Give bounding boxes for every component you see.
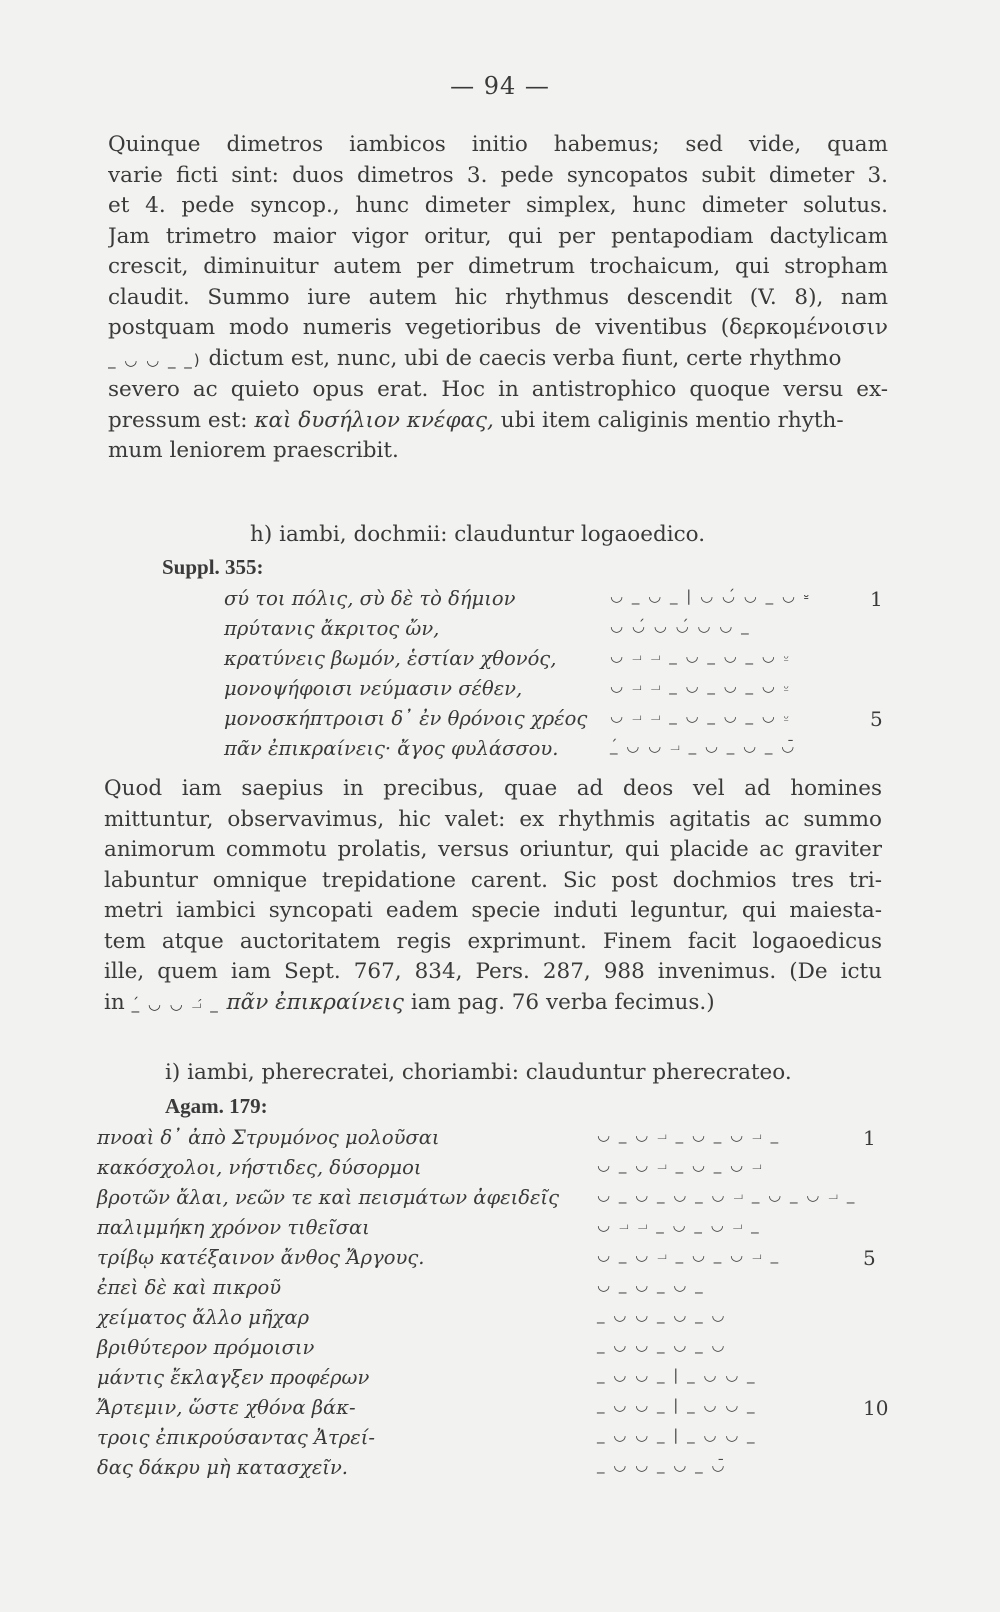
paragraph-2-line: animorum commotu prolatis, versus oriuntur, qui placide ac graviter: [104, 837, 882, 862]
metrical-scheme: _ ◡ ◡ _ | _ ◡ ◡ _: [597, 1366, 757, 1384]
verse-line: [224, 707, 884, 737]
verse-text: ἐπεὶ δὲ καὶ πικροῦ: [97, 1276, 282, 1299]
verse-line: [97, 1156, 887, 1186]
verse-text: τρίβῳ κατέξαινον ἄνθος Ἄργους.: [97, 1246, 425, 1269]
verse-text: πᾶν ἐπικραίνεις· ἄγος φυλάσσου.: [224, 737, 559, 760]
verse-text: βροτῶν ἄλαι, νεῶν τε καὶ πεισμάτων ἀφειδεῖς: [97, 1186, 560, 1209]
paragraph-2: [104, 774, 882, 1019]
verse-line: [224, 677, 884, 707]
paragraph-2-line: [104, 988, 882, 1020]
paragraph-1-line: [108, 406, 888, 437]
greek-quote: πᾶν ἐπικραίνεις: [219, 989, 404, 1015]
metrical-scheme: ◡ _ ◡ ⏗ _ ◡ _ ◡ ⏗ _: [597, 1246, 781, 1264]
metrical-scheme: _ ◡ ◡ _ ◡ _ ◡̄: [597, 1456, 727, 1474]
paragraph-2-line: metri iambici syncopati eadem specie induti leguntur, qui maiesta-: [104, 898, 882, 923]
verse-number: 1: [863, 1126, 876, 1150]
metrical-scheme: _ ◡ ◡ _ ◡ _ ◡: [597, 1336, 727, 1354]
page-number: — 94 —: [450, 72, 550, 100]
line-text: pressum est:: [108, 407, 255, 433]
verse-line: [97, 1336, 887, 1366]
paragraph-2-line: labuntur omnique trepidatione carent. Sic post dochmios tres tri-: [104, 867, 882, 893]
metrical-scheme: _ ◡ ◡ _ _): [108, 350, 202, 369]
verse-line: [224, 587, 884, 617]
paragraph-1: [108, 130, 888, 467]
metrical-scheme: ◡ _ ◡ _ ◡ _: [597, 1276, 705, 1294]
metrical-scheme: ◡ ⏗ ⏗ _ ◡ _ ◡ _ ◡ ⏓: [610, 647, 791, 665]
metrical-scheme: _ ◡ ◡ _ | _ ◡ ◡ _: [597, 1426, 757, 1444]
verse-text: μάντις ἔκλαγξεν προφέρων: [97, 1366, 370, 1389]
paragraph-1-line: postquam modo numeris vegetioribus de viventibus (δερκομένοισιν: [108, 315, 888, 340]
paragraph-2-line: Quod iam saepius in precibus, quae ad deos vel ad homines: [104, 776, 882, 801]
paragraph-1-line: crescit, diminuitur autem per dimetrum trochaicum, qui stropham: [108, 254, 888, 279]
paragraph-1-line: claudit. Summo iure autem hic rhythmus descendit (V. 8), nam: [108, 284, 888, 310]
paragraph-1-line: Quinque dimetros iambicos initio habemus; sed vide, quam: [108, 132, 888, 157]
paragraph-1-line: [108, 344, 888, 376]
line-text: dictum est, nunc, ubi de caecis verba fiunt, certe rhythmo: [201, 345, 842, 371]
section-i-heading: i) iambi, pherecratei, choriambi: clauduntur pherecrateo.: [165, 1060, 792, 1085]
verse-line: [97, 1366, 887, 1396]
metrical-scheme: _́ ◡ ◡ ⏗́ _: [131, 994, 220, 1013]
metrical-scheme: _ ◡ ◡ _ | _ ◡ ◡ _: [597, 1396, 757, 1414]
paragraph-1-line: et 4. pede syncop., hunc dimeter simplex, hunc dimeter solutus.: [108, 193, 888, 218]
verse-number: 1: [870, 587, 883, 611]
section-h-heading: h) iambi, dochmii: clauduntur logaoedico.: [250, 522, 706, 547]
metrical-scheme: ◡ _ ◡ ⏗ _ ◡ _ ◡ ⏗ _: [597, 1126, 781, 1144]
line-text: iam pag. 76 verba fecimus.): [403, 989, 715, 1015]
verse-line: [97, 1186, 887, 1216]
verse-text: τροις ἐπικρούσαντας Ἀτρεί-: [97, 1426, 375, 1449]
metrical-scheme: _ ◡ ◡ _ ◡ _ ◡: [597, 1306, 727, 1324]
verse-text: βριθύτερον πρόμοισιν: [97, 1336, 315, 1359]
verse-text: πρύτανις ἄκριτος ὤν,: [224, 617, 440, 640]
verse-number: 10: [863, 1396, 889, 1420]
paragraph-1-line: severo ac quieto opus erat. Hoc in antistrophico quoque versu ex-: [108, 377, 888, 402]
metrical-scheme: ◡ _ ◡ ⏗ _ ◡ _ ◡ ⏗: [597, 1156, 764, 1174]
verse-text: δας δάκρυ μὴ κατασχεῖν.: [97, 1456, 348, 1479]
verse-text: σύ τοι πόλις, σὺ δὲ τὸ δήμιον: [224, 587, 516, 610]
line-text: in: [104, 989, 132, 1015]
metrical-scheme: ◡ ◡́ ◡ ◡́ ◡ ◡ _: [610, 617, 751, 635]
metrical-scheme: ◡ ⏗ ⏗ _ ◡ _ ◡ _ ◡ ⏓: [610, 677, 791, 695]
paragraph-2-line: ille, quem iam Sept. 767, 834, Pers. 287, 988 invenimus. (De ictu: [104, 959, 882, 984]
metrical-scheme: _́ ◡ ◡ ⏗ _ ◡ _ ◡ _ ◡̄: [610, 737, 797, 755]
verse-text: παλιμμήκη χρόνον τιθεῖσαι: [97, 1216, 370, 1239]
verse-line: [97, 1396, 887, 1426]
verse-line: [97, 1426, 887, 1456]
greek-quote: καὶ δυσήλιον κνέφας,: [254, 407, 494, 433]
verse-line: [224, 647, 884, 677]
verse-line: [224, 737, 884, 767]
paragraph-2-line: tem atque auctoritatem regis exprimunt. Finem facit logaoedicus: [104, 928, 882, 954]
line-text: ubi item caliginis mentio rhyth-: [493, 407, 844, 433]
verse-text: Ἄρτεμιν, ὥστε χθόνα βάκ-: [97, 1396, 356, 1419]
verse-line: [97, 1306, 887, 1336]
verse-text: μονοσκήπτροισι δ᾿ ἐν θρόνοις χρέος: [224, 707, 588, 730]
metrical-scheme: ◡ ⏗ ⏗ _ ◡ _ ◡ ⏗ _: [597, 1216, 761, 1234]
paragraph-1-line: varie ficti sint: duos dimetros 3. pede syncopatos subit dimeter 3.: [108, 162, 888, 188]
verse-text: χείματος ἄλλο μῆχαρ: [97, 1306, 310, 1329]
metrical-scheme: ◡ ⏗ ⏗ _ ◡ _ ◡ _ ◡ ⏓: [610, 707, 791, 725]
paragraph-1-line: mum leniorem praescribit.: [108, 438, 399, 463]
verse-text: κακόσχολοι, νήστιδες, δύσορμοι: [97, 1156, 422, 1179]
section-h-verses: [224, 587, 884, 767]
verse-text: μονοψήφοισι νεύμασιν σέθεν,: [224, 677, 523, 700]
metrical-scheme: ◡ _ ◡ _ ◡ _ ◡ ⏗ _ ◡ _ ◡ ⏗ _: [597, 1186, 857, 1204]
verse-text: πνοαὶ δ᾿ ἀπὸ Στρυμόνος μολοῦσαι: [97, 1126, 440, 1149]
verse-number: 5: [870, 707, 883, 731]
verse-line: [97, 1246, 887, 1276]
verse-line: [97, 1276, 887, 1306]
section-i-verses: [97, 1126, 887, 1486]
verse-line: [224, 617, 884, 647]
verse-text: κρατύνεις βωμόν, ἑστίαν χθονός,: [224, 647, 557, 670]
section-h-source: Suppl. 355:: [162, 555, 264, 579]
verse-number: 5: [863, 1246, 876, 1270]
section-i-source: Agam. 179:: [165, 1094, 268, 1118]
verse-line: [97, 1216, 887, 1246]
paragraph-2-line: mittuntur, observavimus, hic valet: ex rhythmis agitatis ac summo: [104, 806, 882, 832]
verse-line: [97, 1456, 887, 1486]
metrical-scheme: ◡ _ ◡ _ | ◡ ◡́ ◡ _ ◡ ⏓: [610, 587, 811, 605]
paragraph-1-line: Jam trimetro maior vigor oritur, qui per pentapodiam dactylicam: [108, 223, 888, 249]
verse-line: [97, 1126, 887, 1156]
